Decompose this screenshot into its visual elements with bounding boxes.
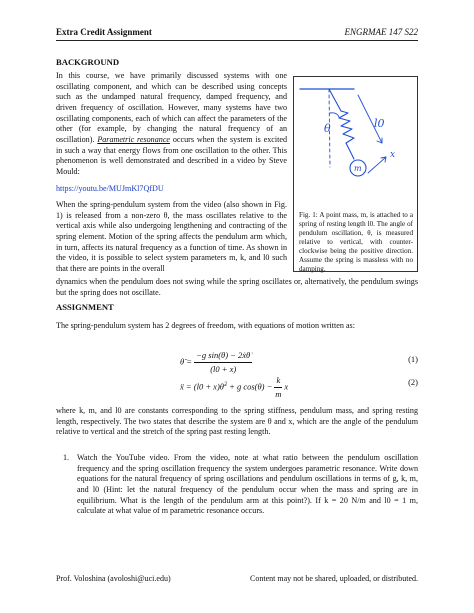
pendulum-arm-top — [329, 89, 341, 111]
background-text-a: In this course, we have primarily discussed systems with one oscillating component, and which can be described using concepts such as the undamped natural frequency, damped frequency, and driven frequency of oscillation. However, many systems have two oscillating components, each of which can affect the parameters of the other (for example, by changing the natural frequency of an oscillation). — [56, 71, 287, 145]
l0-label: l0 — [374, 117, 385, 130]
header-rule — [56, 40, 418, 41]
eq1-lhs: θ̈ = — [180, 356, 193, 367]
x-label: x — [390, 150, 396, 160]
background-heading: BACKGROUND — [56, 57, 120, 67]
theta-arc — [330, 113, 339, 117]
page-footer — [56, 574, 418, 586]
parametric-resonance-term: Parametric resonance — [97, 135, 171, 145]
eq1-numerator: −g sin(θ) − 2ẋθ̇ — [194, 350, 252, 363]
eq2-part-a: ẍ = (l0 + x)θ̇ — [180, 381, 224, 392]
eq2-fraction — [274, 375, 282, 400]
assignment-intro: The spring-pendulum system has 2 degrees of freedom, with equations of motion written as: — [56, 321, 355, 330]
mass-label: m — [354, 164, 362, 173]
spring-coil — [339, 111, 354, 143]
figure-caption: Fig. 1: A point mass, m, is attached to a spring of resting length l0. The angle of pendulum oscillation, θ, is measured relative to vertical, with counter-clockwise being the positive direction. Assume the spring is massless with no damping. — [299, 211, 413, 273]
x-direction-arrow — [368, 157, 386, 173]
eq2-number: (2) — [408, 377, 418, 387]
eq2-part-b: + g cos(θ) − — [226, 381, 273, 392]
eq2-part-c: x — [284, 381, 289, 392]
equation-2 — [56, 373, 418, 400]
equation-1 — [56, 350, 418, 375]
eq2-frac-numerator: k — [274, 375, 282, 388]
header-right: ENGRMAE 147 S22 — [344, 27, 418, 37]
background-text-b: occurs when the system is excited in such a way that energy flows from one oscillation to the other. This phenomenon is well demonstrated and described in a video by Steve Mould: — [56, 135, 287, 177]
background-paragraph — [56, 71, 287, 178]
spring-pendulum-diagram — [294, 77, 419, 210]
footer-right: Content may not be shared, uploaded, or distributed. — [250, 574, 418, 583]
footer-left: Prof. Voloshina (avoloshi@uci.edu) — [56, 574, 171, 583]
header-left: Extra Credit Assignment — [56, 27, 152, 37]
eq2-frac-denominator: m — [275, 389, 282, 400]
eq2-superscript: 2 — [223, 381, 227, 388]
page-header — [56, 27, 418, 39]
spring-pendulum-paragraph-continued: dynamics when the pendulum does not swing while the spring oscillates or, alternatively, the pendulum swings but the spring does not oscillate. — [56, 277, 418, 297]
eq1-fraction — [194, 350, 252, 375]
eq1-number: (1) — [408, 354, 418, 364]
spring-pendulum-paragraph: When the spring-pendulum system from the video (also shown in Fig. 1) is released from a non-zero θ, the mass oscillates relative to the vertical axis while also undergoing lengthening and contracting of the spring element. Motion of the spring affects the pendulum arm which, in turn, affects its natural frequency as a function of time. As shown in the video, it is possible to select system parameters m, k, and l0 such that there are points in the overall — [56, 200, 287, 274]
list-item-text: Watch the YouTube video. From the video, note at what ratio between the pendulum oscillation frequency and the spring oscillation frequency the system undergoes parametric resonance. Write down equations for the natural frequency of spring oscillations and pendulum oscillations in terms of g, k, m, and l0 (Hint: let the natural frequency of the pendulum occur when the mass and spring are in equilibrium. What is the length of the pendulum arm at this point?). If k = 20 N/m and l0 = 1 m, calculate at what value of m parametric resonance occurs. — [77, 453, 418, 516]
figure-1 — [293, 76, 418, 272]
variables-paragraph: where k, m, and l0 are constants corresponding to the spring stiffness, pendulum mass, and spring resting length, respectively. The two states that describe the system are θ and x, which are the angle of the pendulum relative to vertical and the stretch of the spring past resting length. — [56, 406, 418, 437]
list-item-marker: 1. — [63, 453, 70, 462]
youtube-link[interactable]: https://youtu.be/MUJmKl7QfDU — [56, 184, 164, 193]
assignment-heading: ASSIGNMENT — [56, 302, 114, 312]
theta-label: θ — [324, 122, 331, 135]
pendulum-arm-bottom — [346, 143, 354, 159]
eq1-denominator: (l0 + x) — [210, 364, 237, 375]
